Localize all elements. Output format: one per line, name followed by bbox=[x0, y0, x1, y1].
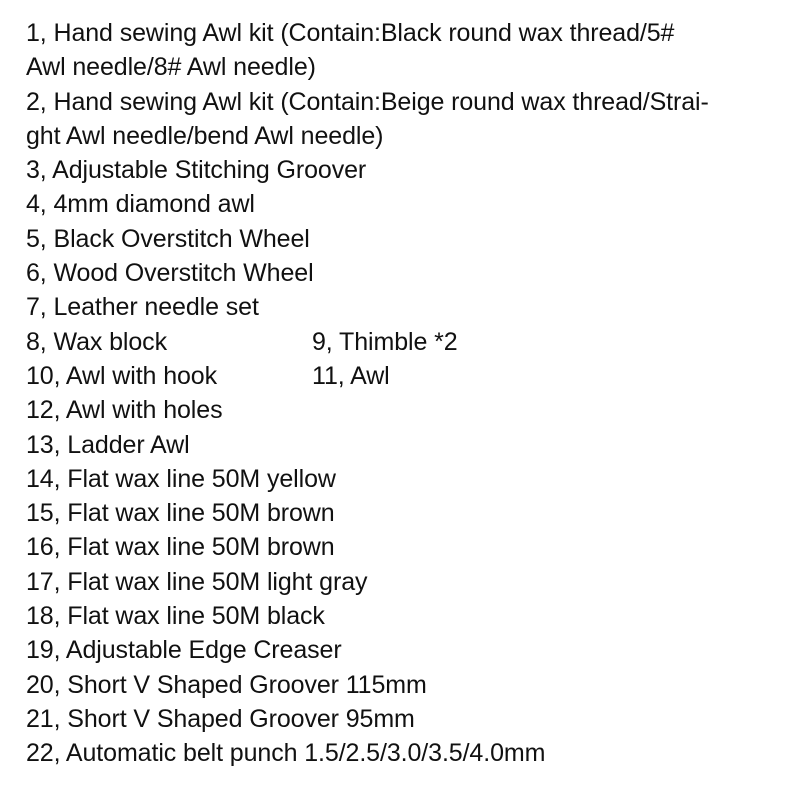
list-item-8: 8, Wax block bbox=[26, 327, 167, 356]
list-item-2-line-2: ght Awl needle/bend Awl needle) bbox=[26, 121, 384, 150]
list-row-10-11 bbox=[26, 359, 796, 393]
list-item-14: 14, Flat wax line 50M yellow bbox=[26, 464, 336, 493]
list-row-8-9 bbox=[26, 325, 796, 359]
package-contents-list bbox=[26, 16, 796, 771]
list-item-16: 16, Flat wax line 50M brown bbox=[26, 533, 335, 562]
list-item-1-line-2: Awl needle/8# Awl needle) bbox=[26, 53, 316, 82]
list-item-11: 11, Awl bbox=[312, 361, 390, 390]
list-item-19: 19, Adjustable Edge Creaser bbox=[26, 636, 342, 665]
list-item-17: 17, Flat wax line 50M light gray bbox=[26, 567, 368, 596]
list-item-1-line-1: 1, Hand sewing Awl kit (Contain:Black round wax thread/5# bbox=[26, 19, 675, 47]
list-item-10: 10, Awl with hook bbox=[26, 361, 218, 390]
list-item-9: 9, Thimble *2 bbox=[312, 327, 458, 356]
list-item-4: 4, 4mm diamond awl bbox=[26, 190, 255, 219]
list-item-2-line-1: 2, Hand sewing Awl kit (Contain:Beige round wax thread/Strai- bbox=[26, 87, 709, 116]
list-item-21: 21, Short V Shaped Groover 95mm bbox=[26, 704, 415, 733]
list-item-12: 12, Awl with holes bbox=[26, 396, 223, 425]
list-item-5: 5, Black Overstitch Wheel bbox=[26, 224, 310, 253]
list-item-7: 7, Leather needle set bbox=[26, 293, 259, 322]
list-item-13: 13, Ladder Awl bbox=[26, 430, 190, 459]
list-item-3: 3, Adjustable Stitching Groover bbox=[26, 156, 367, 185]
list-item-22: 22, Automatic belt punch 1.5/2.5/3.0/3.5/4.0mm bbox=[26, 739, 546, 768]
list-item-20: 20, Short V Shaped Groover 115mm bbox=[26, 670, 427, 699]
list-item-15: 15, Flat wax line 50M brown bbox=[26, 499, 335, 528]
list-item-18: 18, Flat wax line 50M black bbox=[26, 602, 325, 631]
list-item-6: 6, Wood Overstitch Wheel bbox=[26, 259, 314, 288]
